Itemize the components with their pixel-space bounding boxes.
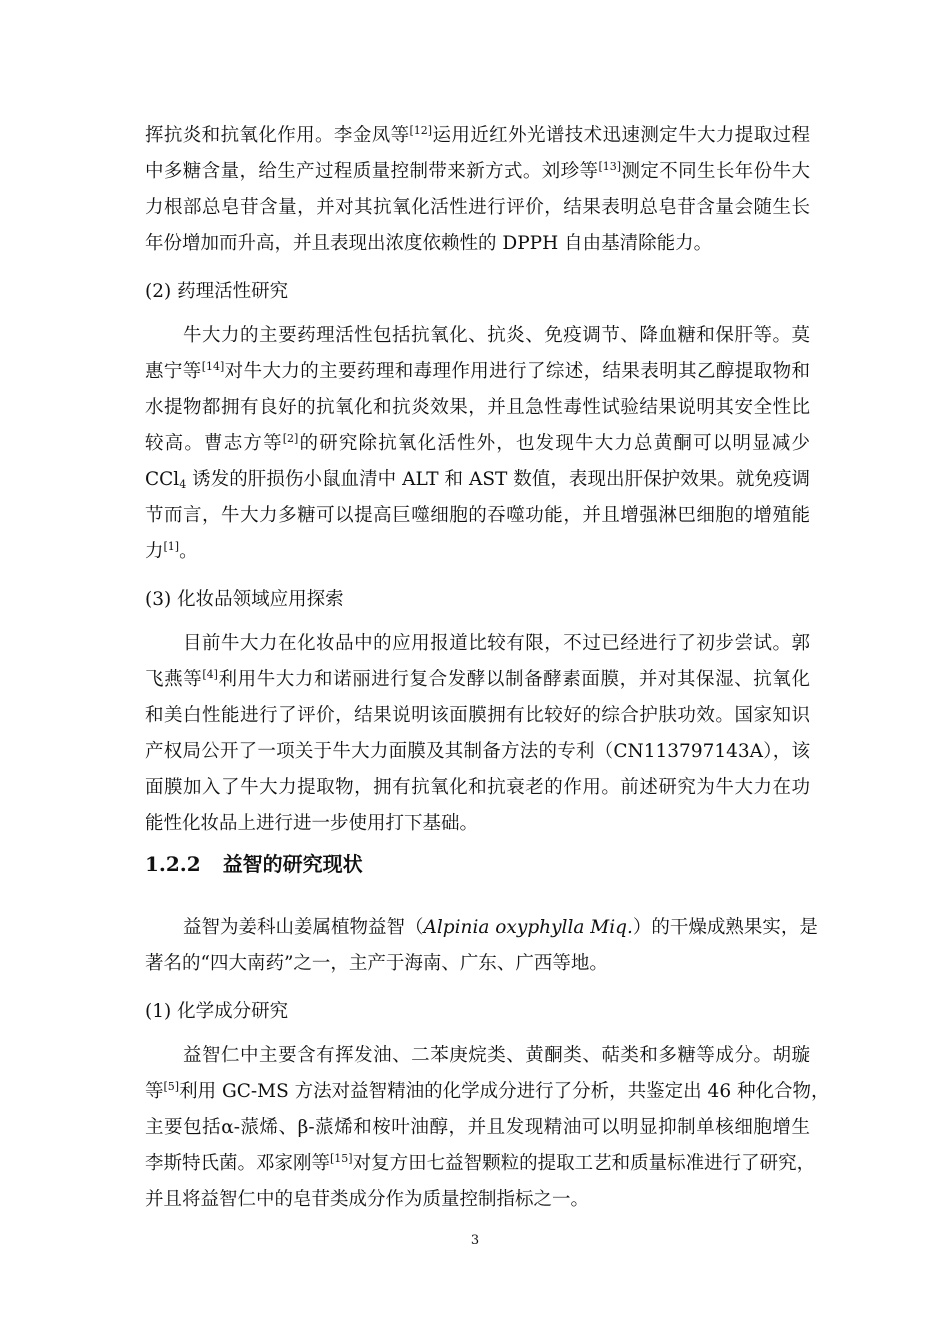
paragraph-line: 并且将益智仁中的皂苷类成分作为质量控制指标之一。 xyxy=(145,1189,590,1210)
subsection-heading: (1) 化学成分研究 xyxy=(145,1001,289,1022)
citation: [15] xyxy=(330,1152,353,1165)
page-number: 3 xyxy=(470,1233,480,1248)
citation: [4] xyxy=(202,668,218,681)
section-number: 1.2.2 xyxy=(145,852,201,876)
paragraph-line: 惠宁等[14]对牛大力的主要药理和毒理作用进行了综述，结果表明其乙醇提取物和 xyxy=(145,360,810,382)
paragraph-line: 年份增加而升高，并且表现出浓度依赖性的 DPPH 自由基清除能力。 xyxy=(145,233,713,254)
paragraph-line: 力[1]。 xyxy=(145,540,198,562)
paragraph-line: 飞燕等[4]利用牛大力和诺丽进行复合发酵以制备酵素面膜，并对其保湿、抗氧化 xyxy=(145,668,810,690)
paragraph-line: 能性化妆品上进行进一步使用打下基础。 xyxy=(145,813,479,834)
subsection-heading: (2) 药理活性研究 xyxy=(145,281,289,302)
paragraph-line: CCl$_4$ 诱发的肝损伤小鼠血清中 ALT 和 AST 数值，表现出肝保护效果。就免疫调 xyxy=(145,469,810,491)
paragraph-line: 牛大力的主要药理活性包括抗氧化、抗炎、免疫调节、降血糖和保肝等。莫 xyxy=(183,325,810,346)
paragraph-line: 水提物都拥有良好的抗氧化和抗炎效果，并且急性毒性试验结果说明其安全性比 xyxy=(145,397,810,418)
section-heading xyxy=(145,852,810,878)
citation: [13] xyxy=(598,160,622,173)
paragraph-line: 力根部总皂苷含量，并对其抗氧化活性进行评价，结果表明总皂苷含量会随生长 xyxy=(145,197,810,218)
latin-name: Alpinia oxyphylla Miq. xyxy=(423,917,633,938)
citation: [5] xyxy=(163,1080,180,1093)
paragraph-line: 目前牛大力在化妆品中的应用报道比较有限，不过已经进行了初步尝试。郭 xyxy=(183,633,810,654)
paragraph-line: 挥抗炎和抗氧化作用。李金凤等[12]运用近红外光谱技术迅速测定牛大力提取过程 xyxy=(145,124,810,146)
section-title: 益智的研究现状 xyxy=(222,852,363,876)
paragraph-line: 中多糖含量，给生产过程质量控制带来新方式。刘珍等[13]测定不同生长年份牛大 xyxy=(145,160,810,182)
citation: [14] xyxy=(201,360,225,373)
paragraph-line: 著名的“四大南药”之一，主产于海南、广东、广西等地。 xyxy=(145,953,608,974)
subsection-heading: (3) 化妆品领域应用探索 xyxy=(145,589,344,610)
paragraph-line: 主要包括α-蒎烯、β-蒎烯和桉叶油醇，并且发现精油可以明显抑制单核细胞增生 xyxy=(145,1117,810,1138)
paragraph-line: 和美白性能进行了评价，结果说明该面膜拥有比较好的综合护肤功效。国家知识 xyxy=(145,705,810,726)
citation: [1] xyxy=(163,540,180,553)
paragraph-line: 产权局公开了一项关于牛大力面膜及其制备方法的专利（CN113797143A），该 xyxy=(145,741,810,762)
paragraph-line: 等[5]利用 GC-MS 方法对益智精油的化学成分进行了分析，共鉴定出 46 种化合物， xyxy=(145,1080,830,1102)
paragraph-line: 面膜加入了牛大力提取物，拥有抗氧化和抗衰老的作用。前述研究为牛大力在功 xyxy=(145,777,810,798)
paragraph-line: 益智仁中主要含有挥发油、二苯庚烷类、黄酮类、萜类和多糖等成分。胡璇 xyxy=(183,1045,810,1066)
subscript: 4 xyxy=(179,478,187,491)
citation: [12] xyxy=(409,124,433,137)
citation: [2] xyxy=(282,432,299,445)
paragraph-line: 益智为姜科山姜属植物益智（Alpinia oxyphylla Miq.）的干燥成熟果实，是 xyxy=(183,917,818,938)
paragraph-line: 较高。曹志方等[2]的研究除抗氧化活性外，也发现牛大力总黄酮可以明显减少 xyxy=(145,432,810,454)
paragraph-line: 节而言，牛大力多糖可以提高巨噬细胞的吞噬功能，并且增强淋巴细胞的增殖能 xyxy=(145,505,810,526)
paragraph-line: 李斯特氏菌。邓家刚等[15]对复方田七益智颗粒的提取工艺和质量标准进行了研究， xyxy=(145,1152,816,1174)
